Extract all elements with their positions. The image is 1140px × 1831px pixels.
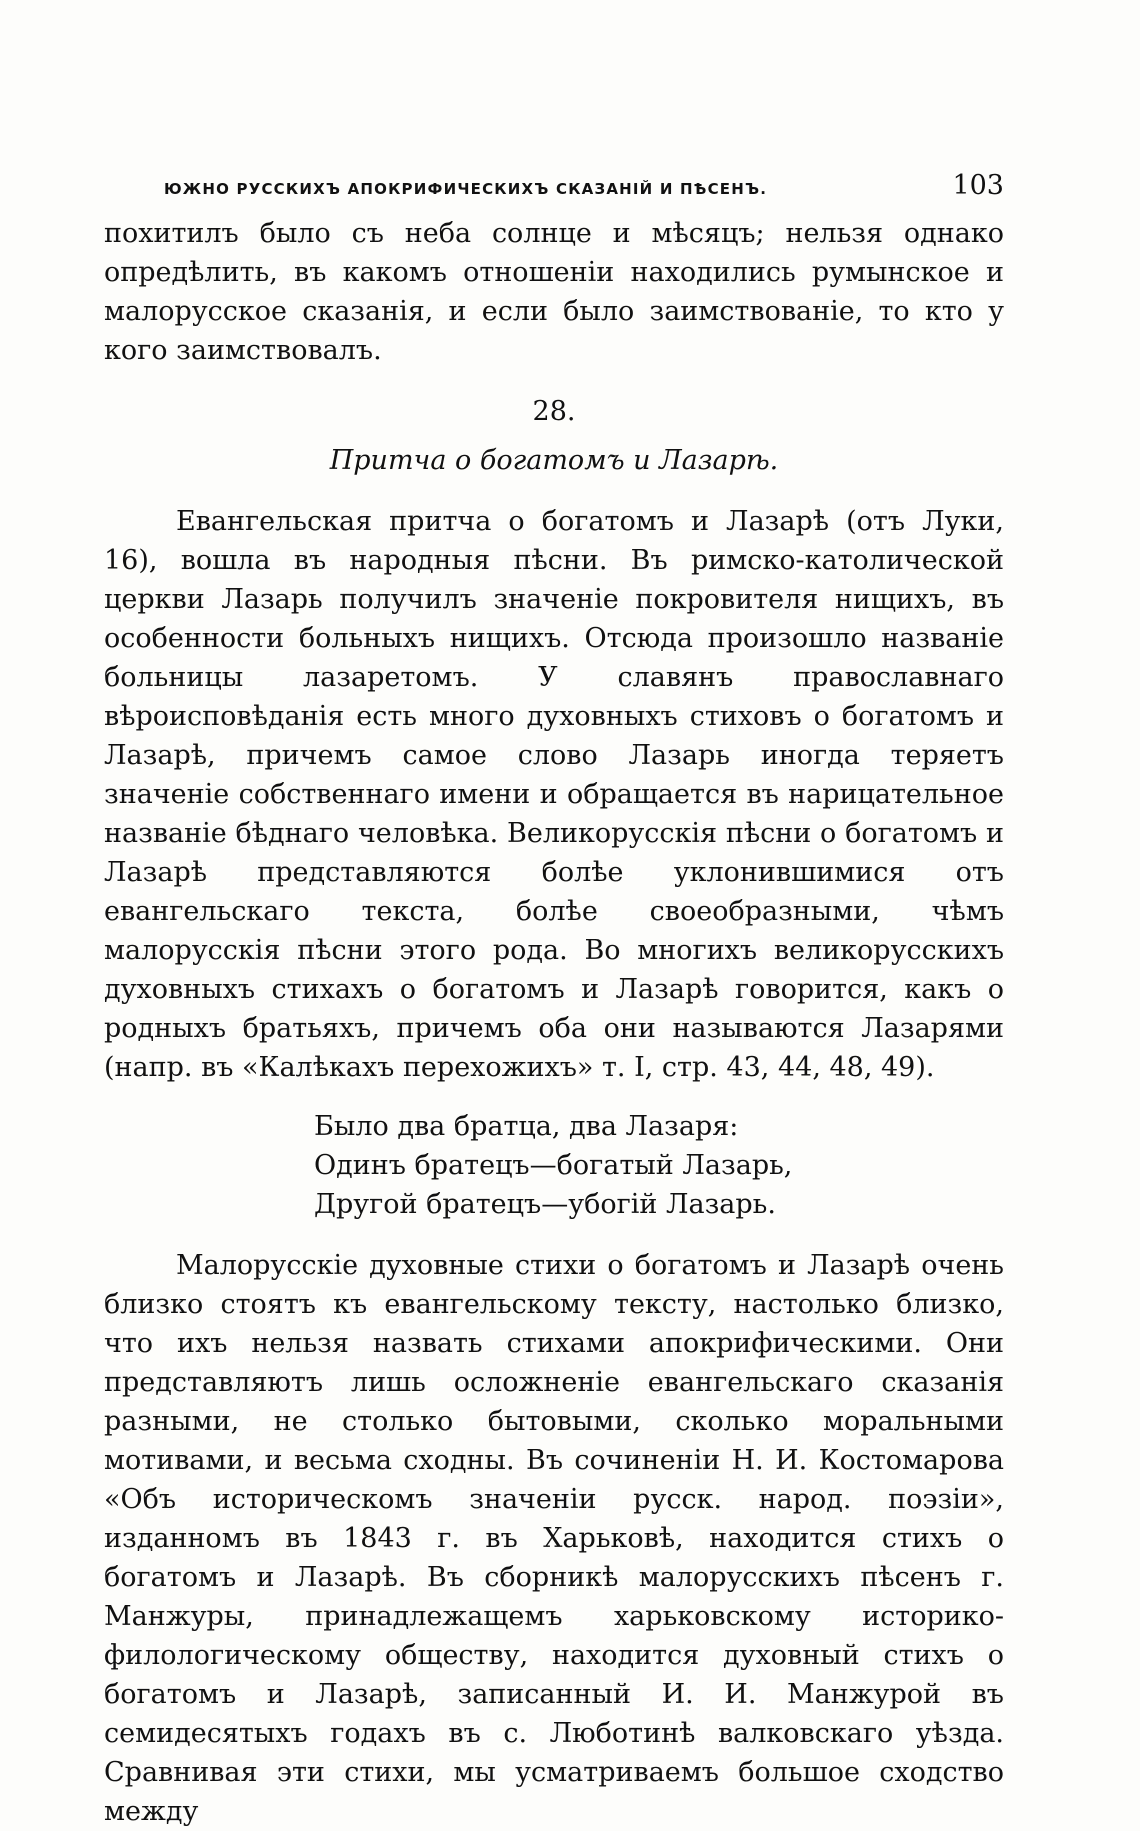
page-number: 103 <box>952 170 1004 201</box>
intro-paragraph: похитилъ было съ неба солнце и мѣсяцъ; нельзя однако опредѣлить, въ какомъ отношеніи находились румынское и малорусское сказанія, и если было заимствованіе, то кто у кого заимствовалъ. <box>104 218 1004 366</box>
verse-line: Было два братца, два Лазаря: <box>314 1111 739 1142</box>
verse-line: Одинъ братецъ—богатый Лазарь, <box>314 1150 793 1181</box>
book-page <box>104 170 1004 1831</box>
verse-line: Другой братецъ—убогій Лазарь. <box>314 1189 776 1220</box>
section-title: Притча о богатомъ и Лазарѣ. <box>329 445 779 476</box>
verse-block <box>314 1107 1004 1224</box>
section-number: 28. <box>532 396 576 427</box>
body-paragraph-2: Малорусскіе духовные стихи о богатомъ и Лазарѣ очень близко стоятъ къ евангельскому тексту, настолько близко, что ихъ нельзя назвать стихами апокрифическими. Они представляютъ лишь осложненіе евангельскаго сказанія разными, не столько бытовыми, сколько моральными мотивами, и весьма сходны. Въ сочиненіи Н. И. Костомарова «Объ историческомъ значеніи русск. народ. поэзіи», изданномъ въ 1843 г. въ Харьковѣ, находится стихъ о богатомъ и Лазарѣ. Въ сборникѣ малорусскихъ пѣсенъ г. Манжуры, принадлежащемъ харьковскому историко-филологическому обществу, находится духовный стихъ о богатомъ и Лазарѣ, записанный И. И. Манжурой въ семидесятыхъ годахъ въ с. Люботинѣ валковскаго уѣзда. Сравнивая эти стихи, мы усматриваемъ большое сходство между <box>104 1250 1004 1827</box>
running-header <box>104 170 1004 206</box>
body-paragraph-1: Евангельская притча о богатомъ и Лазарѣ (отъ Луки, 16), вошла въ народныя пѣсни. Въ римско-католической церкви Лазарь получилъ значеніе покровителя нищихъ, въ особенности больныхъ нищихъ. Отсюда произошло названіе больницы лазаретомъ. У славянъ православнаго вѣроисповѣданія есть много духовныхъ стиховъ о богатомъ и Лазарѣ, причемъ самое слово Лазарь иногда теряетъ значеніе собственнаго имени и обращается въ нарицательное названіе бѣднаго человѣка. Великорусскія пѣсни о богатомъ и Лазарѣ представляются болѣе уклонившимися отъ евангельскаго текста, болѣе своеобразными, чѣмъ малорусскія пѣсни этого рода. Во многихъ великорусскихъ духовныхъ стихахъ о богатомъ и Лазарѣ говорится, какъ о родныхъ братьяхъ, причемъ оба они называются Лазарями (напр. въ «Калѣкахъ перехожихъ» т. I, стр. 43, 44, 48, 49). <box>104 506 1004 1083</box>
running-title: ЮЖНО РУССКИХЪ АПОКРИФИЧЕСКИХЪ СКАЗАНІЙ И ПѢСЕНЪ. <box>164 180 768 198</box>
